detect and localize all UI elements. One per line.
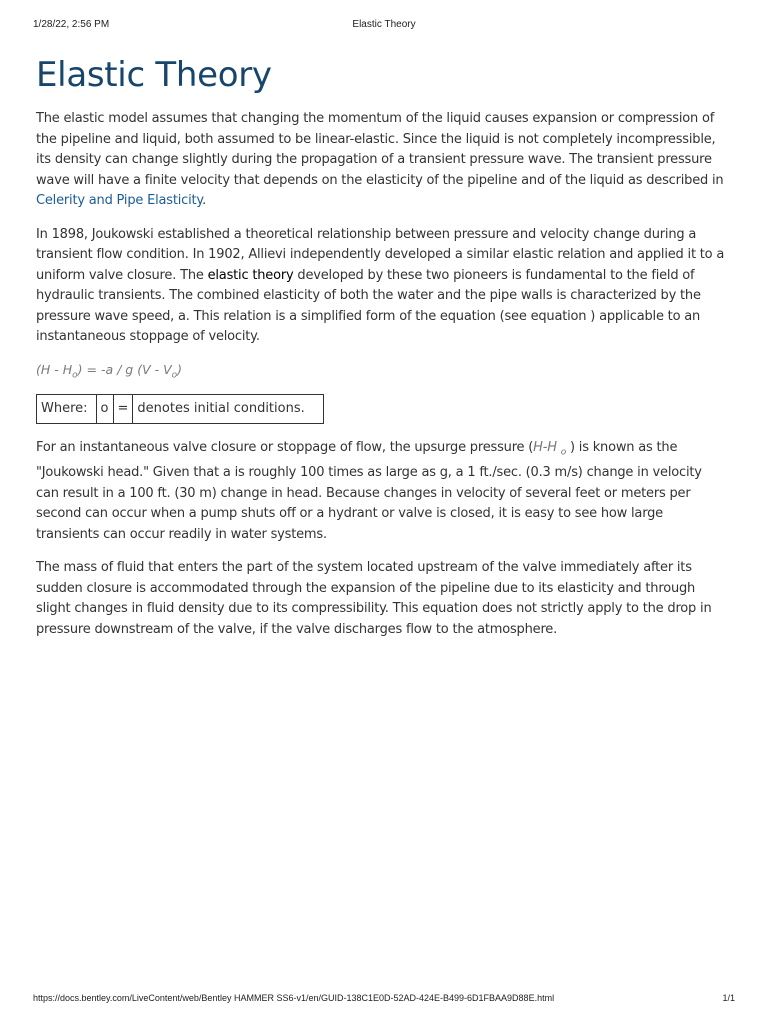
- celerity-pipe-elasticity-link[interactable]: Celerity and Pipe Elasticity: [36, 193, 203, 208]
- where-description: denotes initial conditions.: [133, 395, 323, 424]
- print-header-title: Elastic Theory: [352, 19, 416, 30]
- print-header: [33, 19, 735, 31]
- where-label: Where:: [37, 395, 97, 424]
- paragraph-fluid-mass: The mass of fluid that enters the part of the system located upstream of the valve immediately after its sudden closure is accommodated through the expansion of the pipeline due to its elasticity and through slight changes in fluid density due to its compressibility. This equation does not strictly apply to the drop in pressure downstream of the valve, if the valve discharges flow to the atmosphere.: [36, 560, 712, 637]
- formula-part: (H - H: [36, 361, 73, 377]
- paragraph-text: In 1898, Joukowski established a theoretical relationship between pressure and velocity change during a transient flow condition. In 1902, Allievi independently developed a similar elastic relation and applied it to a uniform valve closure. The: [36, 226, 725, 283]
- page-number: 1/1: [722, 993, 735, 1003]
- formula-subscript: o: [72, 370, 78, 380]
- print-datetime: 1/28/22, 2:56 PM: [33, 19, 110, 30]
- print-footer: [33, 993, 735, 1005]
- paragraph-text: For an instantaneous valve closure or stoppage of flow, the upsurge pressure (: [36, 440, 534, 455]
- where-table: [36, 394, 324, 424]
- paragraph-end: .: [202, 193, 207, 208]
- variable-subscript: o: [560, 447, 567, 458]
- variable-text: H-H: [533, 440, 557, 455]
- paragraph-text: The elastic model assumes that changing the momentum of the liquid causes expansion or compression of the pipeline and liquid, both assumed to be linear-elastic. Since the liquid is not completely incompressible, its density can change slightly during the propagation of a transient pressure wave. The transient pressure wave will have a finite velocity that depends on the elasticity of the pipeline and of the liquid as described in: [36, 111, 724, 188]
- formula-part: ) = -a / g (V - V: [77, 361, 172, 377]
- term-elastic-theory: elastic theory: [207, 267, 294, 283]
- print-url: https://docs.bentley.com/LiveContent/web/Bentley HAMMER SS6-v1/en/GUID-138C1E0D-52AD-424E-B499-6D1FBAA9D88E.html: [33, 993, 555, 1003]
- article-content: [36, 54, 726, 653]
- page-title: Elastic Theory: [36, 55, 272, 95]
- paragraph-text: ) is known as the "Joukowski head." Given that a is roughly 100 times as large as g, a 1 ft./sec. (0.3 m/s) change in velocity can result in a 100 ft. (30 m) change in head. Because changes in velocity of several feet or meters per second can occur when a pump shuts off or a hydrant or valve is closed, it is easy to see how large transients can occur readily in water systems.: [36, 440, 702, 542]
- formula-part: ): [177, 361, 183, 377]
- paragraph-text: developed by these two pioneers is fundamental to the field of hydraulic transients. The combined elasticity of both the water and the pipe walls is characterized by the pressure wave speed, a. This relation is a simplified form of the equation (see equation ) applicable to an instantaneous stoppage of velocity.: [36, 267, 701, 344]
- paragraph-joukowski-history: [36, 225, 726, 348]
- paragraph-joukowski-head: [36, 438, 726, 545]
- joukowski-equation: [36, 361, 726, 385]
- where-equals: =: [113, 395, 133, 424]
- where-symbol: o: [96, 395, 113, 424]
- upsurge-variable: [533, 440, 567, 458]
- table-row: [37, 395, 324, 424]
- paragraph-elastic-model: [36, 109, 726, 212]
- formula-subscript: o: [171, 370, 178, 380]
